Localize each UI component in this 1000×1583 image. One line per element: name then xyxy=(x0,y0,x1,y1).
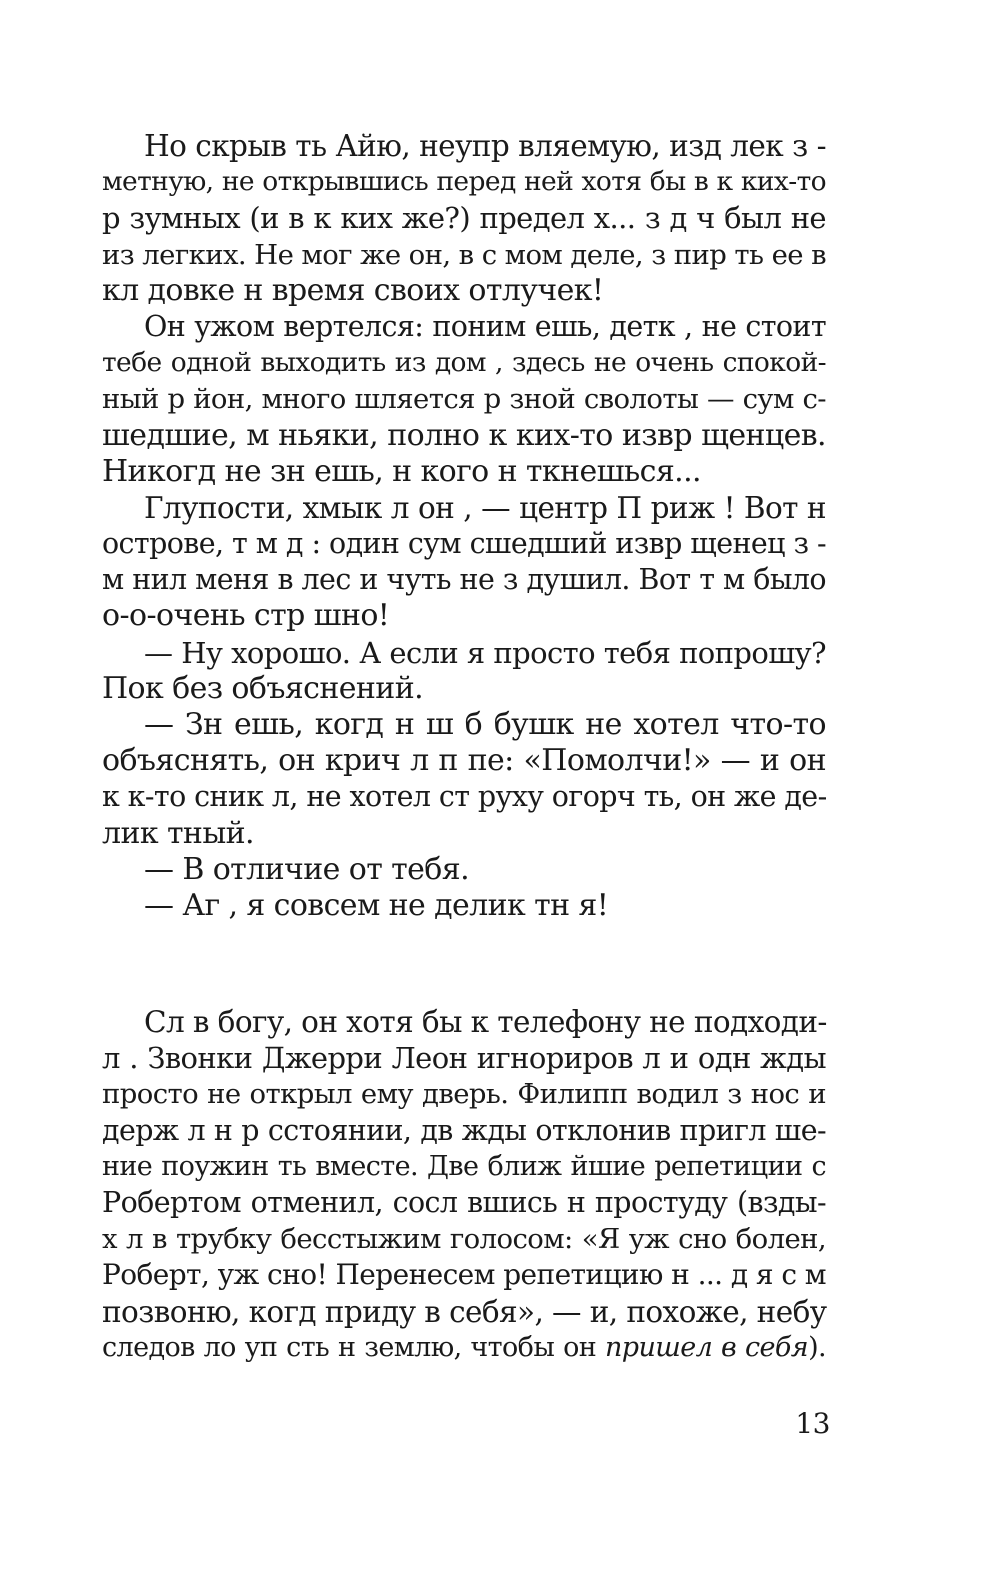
text-line: х л в трубку бесстыжим голосом: «Я уж сно болен, xyxy=(102,1223,826,1256)
text-line: метную, не открывшись перед ней хотя бы в к ких-то xyxy=(102,166,826,198)
text-section-1 xyxy=(102,128,826,924)
text-line: лик тный. xyxy=(102,815,254,851)
italic-phrase: пришел в себя xyxy=(604,1331,809,1363)
text-line: Пок без объяснений. xyxy=(102,670,424,706)
text-line: Он ужом вертелся: поним ешь, детк , не стоит xyxy=(144,309,826,343)
text-line: м нил меня в лес и чуть не з душил. Вот т м было xyxy=(102,563,826,597)
text-line: к к-то сник л, не хотел ст руху огорч ть, он же де- xyxy=(102,780,827,814)
text-line: из легких. Не мог же он, в с мом деле, з пир ть ее в xyxy=(102,238,826,271)
text-line: р зумных (и в к ких же?) предел х... з д ч был не xyxy=(102,201,826,236)
text-line: Сл в богу, он хотя бы к телефону не подходи- xyxy=(144,1005,827,1039)
text-line: о-о-очень стр шно! xyxy=(102,598,390,634)
text-line: л . Звонки Джерри Леон игнориров л и одн жды xyxy=(102,1041,826,1076)
text-section-2 xyxy=(102,1004,826,1366)
text-line: кл довке н время своих отлучек! xyxy=(102,272,604,308)
text-line: Никогд не зн ешь, н кого н ткнешься... xyxy=(102,453,701,489)
text-line: позвоню, когд приду в себя», — и, похоже, небу xyxy=(102,1294,827,1329)
text-line: острове, т м д : один сум сшедший извр щенец з - xyxy=(102,527,826,561)
text-line: Роберт, уж сно! Перенесем репетицию н ... д я с м xyxy=(102,1258,826,1292)
text-line-final-start: следов ло уп сть н землю, чтобы он xyxy=(102,1331,605,1363)
page-number: 13 xyxy=(795,1407,830,1440)
text-line: ние поужин ть вместе. Две ближ йшие репетиции с xyxy=(102,1150,826,1182)
text-line: — Аг , я совсем не делик тн я! xyxy=(144,887,609,923)
text-line: просто не открыл ему дверь. Филипп водил з нос и xyxy=(102,1078,826,1111)
text-line: шедшие, м ньяки, полно к ких-то извр щенцев. xyxy=(102,417,826,453)
text-line: — В отличие от тебя. xyxy=(144,851,470,887)
text-line-final-end: ). xyxy=(808,1331,826,1363)
text-line: ный р йон, много шляется р зной сволоты — сум с- xyxy=(102,383,826,416)
text-line: Глупости, хмык л он , — центр П риж ! Вот н xyxy=(144,490,826,525)
text-line: Робертом отменил, сосл вшись н простуду (взды- xyxy=(102,1185,826,1219)
text-line: Но скрыв ть Айю, неупр вляемую, изд лек з - xyxy=(144,129,826,163)
text-line: — Ну хорошо. А если я просто тебя попрошу? xyxy=(144,635,826,670)
text-line: объяснять, он крич л п пе: «Помолчи!» — и он xyxy=(102,743,826,779)
text-line: тебе одной выходить из дом , здесь не очень спокой- xyxy=(102,347,826,379)
text-line: — Зн ешь, когд н ш б бушк не хотел что-то xyxy=(144,707,826,742)
text-line: держ л н р сстоянии, дв жды отклонив пригл ше- xyxy=(102,1113,826,1147)
text-line-final xyxy=(102,1330,826,1366)
